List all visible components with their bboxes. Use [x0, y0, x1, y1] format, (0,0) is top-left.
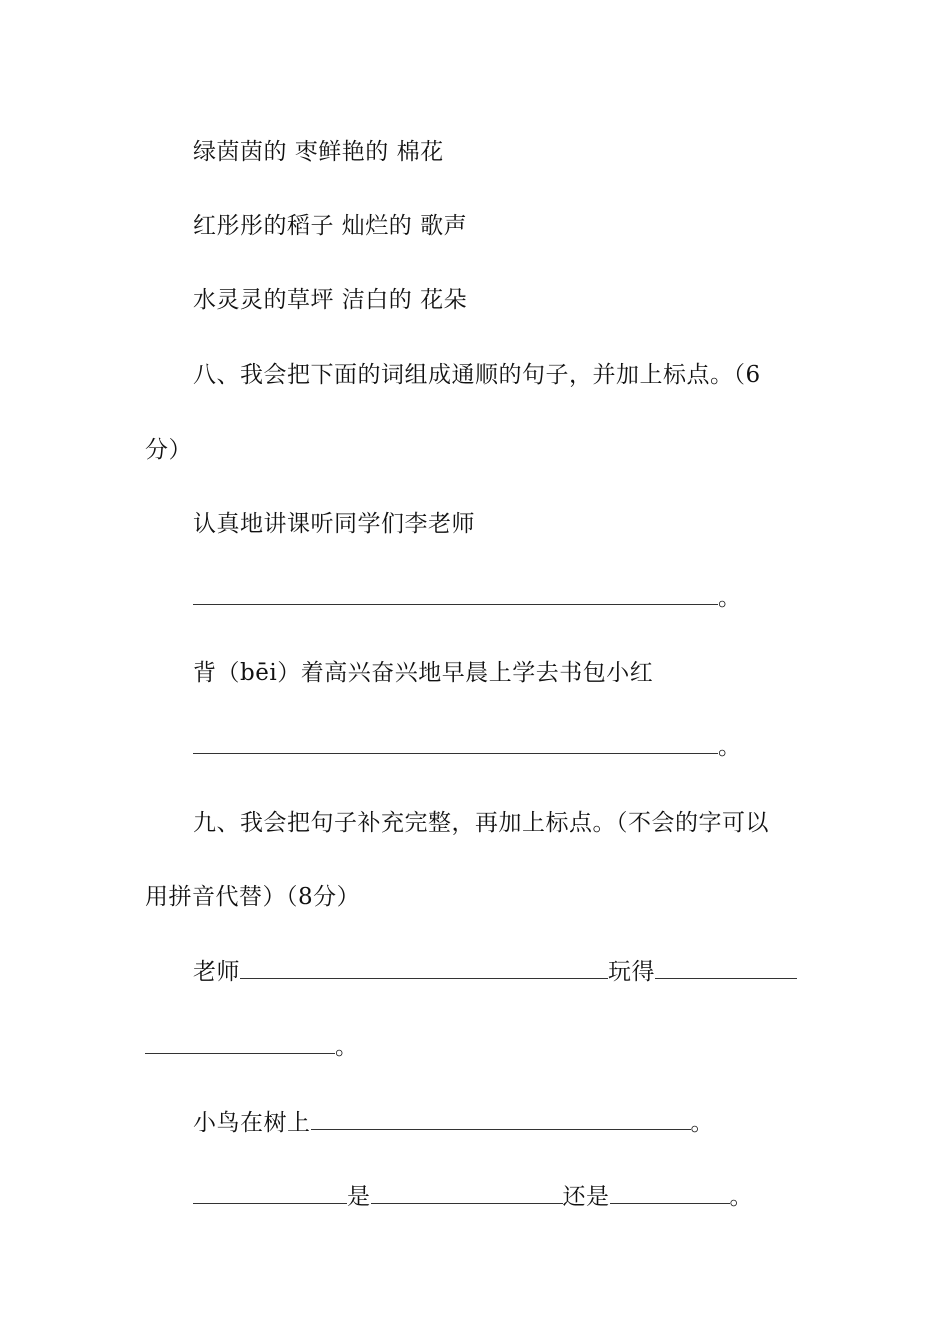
- section-9-heading-continued: 用拼音代替）（8分）: [145, 884, 361, 910]
- answer-blank[interactable]: [193, 584, 718, 605]
- section-8-heading: 八、我会把下面的词组成通顺的句子，并加上标点。（6: [193, 362, 761, 388]
- section-8-answer-line-1: [193, 583, 742, 613]
- section-8-heading-continued: 分）: [145, 437, 192, 463]
- answer-blank[interactable]: [193, 1183, 347, 1204]
- period-mark: 。: [729, 1184, 753, 1210]
- answer-blank[interactable]: [311, 1109, 691, 1130]
- period-mark: 。: [335, 1034, 359, 1060]
- section-9-heading: 九、我会把句子补充完整，再加上标点。（不会的字可以: [193, 810, 769, 836]
- answer-blank[interactable]: [371, 1183, 563, 1204]
- section-9-sentence-1-continued: [145, 1032, 359, 1062]
- sentence-1-start: 老师: [193, 959, 240, 985]
- answer-blank[interactable]: [240, 958, 608, 979]
- section-8-question-2-words: 背（bēi）着高兴奋兴地早晨上学去书包小红: [193, 660, 654, 686]
- answer-blank[interactable]: [610, 1183, 730, 1204]
- section-9-sentence-2: [193, 1108, 714, 1138]
- period-mark: 。: [690, 1110, 714, 1136]
- period-mark: 。: [718, 585, 742, 611]
- sentence-3-or: 还是: [562, 1184, 610, 1210]
- answer-blank[interactable]: [655, 958, 797, 979]
- answer-blank[interactable]: [145, 1033, 335, 1054]
- sentence-2-start: 小鸟在树上: [193, 1110, 311, 1136]
- period-mark: 。: [718, 734, 742, 760]
- answer-blank[interactable]: [193, 733, 718, 754]
- section-9-sentence-1: [193, 957, 797, 987]
- word-match-row-1: 绿茵茵的 枣鲜艳的 棉花: [193, 139, 444, 165]
- sentence-1-middle: 玩得: [608, 959, 655, 985]
- word-match-row-3: 水灵灵的草坪 洁白的 花朵: [193, 287, 468, 313]
- sentence-3-is: 是: [347, 1184, 371, 1210]
- word-match-row-2: 红彤彤的稻子 灿烂的 歌声: [193, 213, 468, 239]
- section-8-answer-line-2: [193, 732, 742, 762]
- section-8-question-1-words: 认真地讲课听同学们李老师: [193, 511, 475, 537]
- section-9-sentence-3: [193, 1182, 753, 1212]
